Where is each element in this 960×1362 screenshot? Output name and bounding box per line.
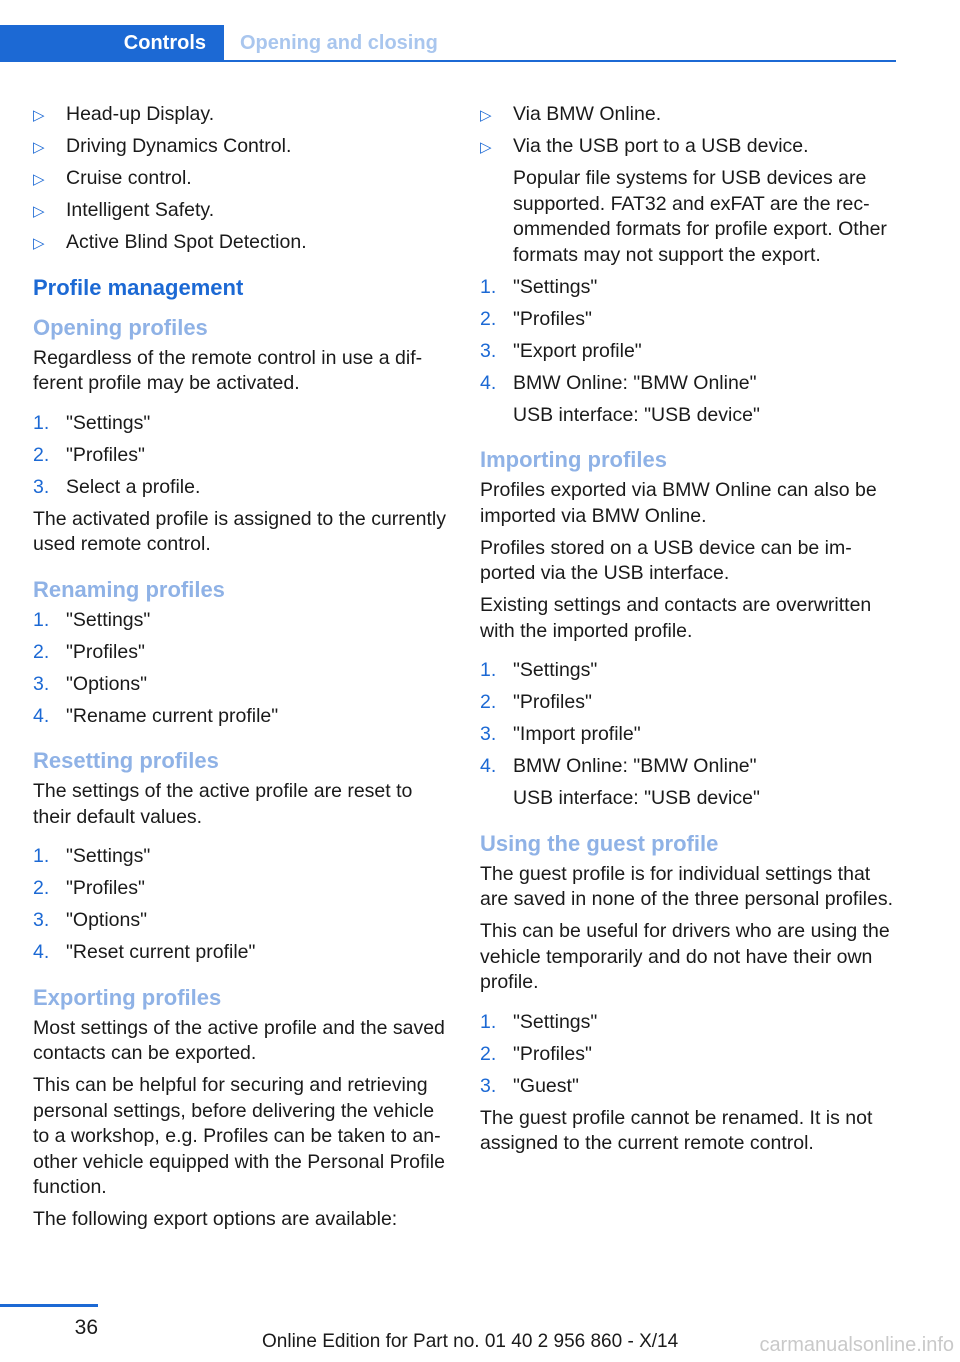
heading-renaming-profiles: Renaming profiles [33,576,225,602]
triangle-bullet-icon: ▷ [33,235,45,252]
list-item: 2. "Profiles" [33,877,145,899]
list-item: 1. "Settings" [33,411,151,434]
list-item: 3. "Export profile" [480,339,642,362]
steps-importing [480,658,895,812]
heading-importing-profiles: Importing profiles [480,447,667,472]
triangle-bullet-icon: ▷ [480,139,492,156]
list-item: ▷ Intelligent Safety. [33,198,448,224]
triangle-bullet-icon: ▷ [33,203,45,220]
list-item: 1. "Settings" [480,659,598,681]
paragraph: Most settings of the active profile and the saved contacts can be exported. [33,1016,445,1064]
paragraph: The activated profile is assigned to the currently used remote control. [33,507,446,555]
feature-list [33,102,448,256]
watermark: carmanualsonline.info [759,1334,954,1356]
triangle-bullet-icon: ▷ [33,139,45,156]
paragraph: The guest profile is for individual settings that are saved in none of the three personal profiles. [480,862,894,910]
heading-exporting-profiles: Exporting profiles [33,984,222,1010]
list-item: 4. BMW Online: "BMW Online" USB interface: "USB device" [480,371,760,426]
steps-resetting [33,844,448,966]
list-item: 1. "Settings" [480,1010,598,1033]
list-item: ▷ Head-up Display. [33,102,448,128]
list-item: 3. "Guest" [480,1074,579,1097]
heading-guest-profile: Using the guest profile [480,830,719,856]
page-header [0,25,896,62]
list-item: 1. "Settings" [33,845,151,867]
list-item: 2. "Profiles" [480,1042,592,1065]
list-item: 2. "Profiles" [480,307,592,330]
paragraph: The settings of the active profile are reset to their default values. [33,780,413,828]
paragraph: Existing settings and contacts are overwritten with the imported profile. [480,594,872,642]
triangle-bullet-icon: ▷ [480,107,492,124]
edition-note: Online Edition for Part no. 01 40 2 956 860 - X/14 [262,1331,679,1352]
list-item: 1. "Settings" [480,275,598,298]
steps-renaming [33,608,448,730]
tab-controls[interactable]: Controls [0,25,224,62]
list-item: 3. "Import profile" [480,723,641,745]
heading-resetting-profiles: Resetting profiles [33,748,219,773]
list-item: 4. "Rename current profile" [33,704,279,727]
page-number-rule [0,1304,98,1307]
paragraph: Regardless of the remote control in use a different profile may be activated. [33,346,423,394]
heading-opening-profiles: Opening profiles [33,314,208,340]
list-item: 2. "Profiles" [480,691,592,713]
steps-opening [33,411,448,501]
triangle-bullet-icon: ▷ [33,107,45,124]
section-title: Profile management [33,274,244,300]
list-item: 4. BMW Online: "BMW Online" USB interface: "USB device" [480,755,760,809]
steps-exporting [480,275,895,429]
list-item: 4. "Reset current profile" [33,941,256,963]
page-number: 36 [74,1316,98,1339]
list-item: ▷ Active Blind Spot Detection. [33,230,448,256]
paragraph: The following export options are available: [33,1208,398,1230]
paragraph: The guest profile cannot be renamed. It is not assigned to the current remote control. [480,1106,873,1154]
list-item: ▷ Cruise control. [33,166,448,192]
list-item: 3. Select a profile. [33,475,201,498]
paragraph: Profiles stored on a USB device can be imported via the USB interface. [480,536,852,584]
triangle-bullet-icon: ▷ [33,171,45,188]
steps-guest [480,1010,895,1100]
list-item: ▷ Via the USB port to a USB device. Popular file systems for USB devices are supported. FAT32 and exFAT are the recommended formats for profile export. Other formats may not support the export. [480,135,887,266]
right-column [480,102,895,1163]
paragraph: This can be useful for drivers who are using the vehicle temporarily and do not have their own profile. [480,920,890,993]
paragraph: Profiles exported via BMW Online can also be imported via BMW Online. [480,479,877,527]
list-item: ▷ Driving Dynamics Control. [33,134,448,160]
list-item: ▷ Via BMW Online. [480,102,895,128]
tab-opening-and-closing[interactable]: Opening and closing [240,32,438,54]
export-options-list [480,102,895,268]
list-item: 2. "Profiles" [33,443,145,466]
list-item: 2. "Profiles" [33,640,145,663]
list-item: 3. "Options" [33,672,148,695]
left-column [33,102,448,1239]
list-item: 1. "Settings" [33,608,151,631]
list-item: 3. "Options" [33,909,148,931]
paragraph: This can be helpful for securing and retrieving personal settings, before delivering the vehicle to a workshop, e.g. Profiles can be taken to another vehicle equipped with the Personal Profile function. [33,1074,445,1198]
